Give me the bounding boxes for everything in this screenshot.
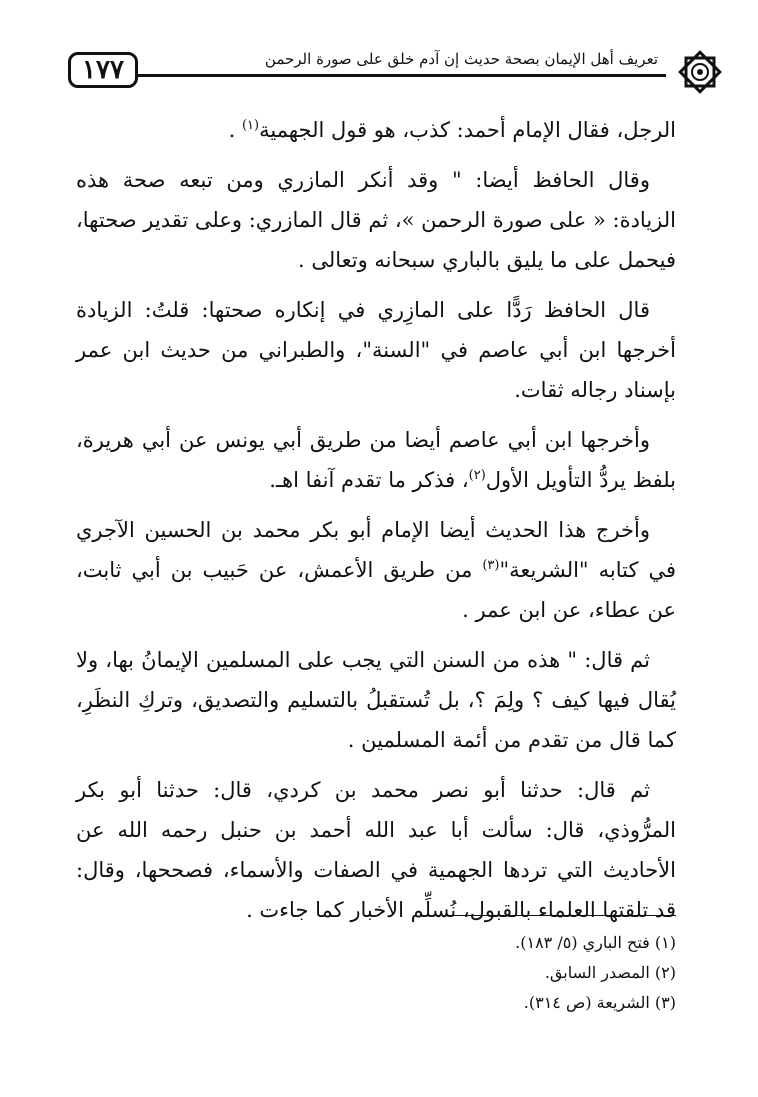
footnote-ref[interactable]: (٣)	[482, 558, 500, 573]
page-number: ١٧٧	[68, 52, 138, 88]
paragraph: الرجل، فقال الإمام أحمد: كذب، هو قول الجهمية$^{(١)}$ .	[228, 118, 676, 142]
page-header	[68, 44, 728, 94]
paragraph: قال الحافظ رَدًّا على المازِري في إنكاره صحتها: قلتُ: الزيادة أخرجها ابن أبي عاصم في "السنة"، والطبراني من حديث ابن عمر بإسناد رجاله ثقات.	[76, 298, 676, 402]
paragraph: ثم قال: " هذه من السنن التي يجب على المسلمين الإيمانُ بها، ولا يُقال فيها كيف ؟ ولِمَ ؟، بل تُستقبلُ بالتسليم والتصديق، وتركِ النظَرِ، كما قال من تقدم من أئمة المسلمين .	[76, 648, 676, 752]
body-text	[76, 110, 676, 940]
running-title: تعريف أهل الإيمان بصحة حديث إن آدم خلق على صورة الرحمن	[264, 50, 658, 68]
footnote-ref[interactable]: (٢)	[468, 468, 486, 483]
footnote: (٣) الشريعة (ص ٣١٤).	[523, 993, 676, 1012]
footnote: (٢) المصدر السابق.	[544, 963, 676, 982]
footnote-separator	[448, 915, 676, 916]
star-ornament-icon	[676, 48, 724, 96]
paragraph: وقال الحافظ أيضا: " وقد أنكر المازري ومن تبعه صحة هذه الزيادة: « على صورة الرحمن »، ثم قال المازري: وعلى تقدير صحتها، فيحمل على ما يليق بالباري سبحانه وتعالى .	[76, 168, 676, 272]
footnote: (١) فتح الباري (٥/ ١٨٣).	[515, 933, 676, 952]
paragraph: وأخرجها ابن أبي عاصم أيضا من طريق أبي يونس عن أبي هريرة، بلفظ يردُّ التأويل الأول$^{(٢)}$، فذكر ما تقدم آنفا اهـ.	[76, 428, 676, 492]
header-rule	[138, 74, 666, 77]
paragraph: وأخرج هذا الحديث أيضا الإمام أبو بكر محمد بن الحسين الآجري في كتابه "الشريعة"$^{(٣)}$ من طريق الأعمش، عن حَبيب بن أبي ثابت، عن عطاء، عن ابن عمر .	[76, 518, 676, 622]
paragraph: ثم قال: حدثنا أبو نصر محمد بن كردي، قال: حدثنا أبو بكر المرُّوذي، قال: سألت أبا عبد الله أحمد بن حنبل رحمه الله عن الأحاديث التي تردها الجهمية في الصفات والأسماء، فصححها، وقال: قد تلقتها العلماء بالقبول، نُسلِّم الأخبار كما جاءت .	[76, 778, 676, 922]
footnotes	[76, 928, 676, 1018]
footnote-ref[interactable]: (١)	[241, 118, 260, 133]
